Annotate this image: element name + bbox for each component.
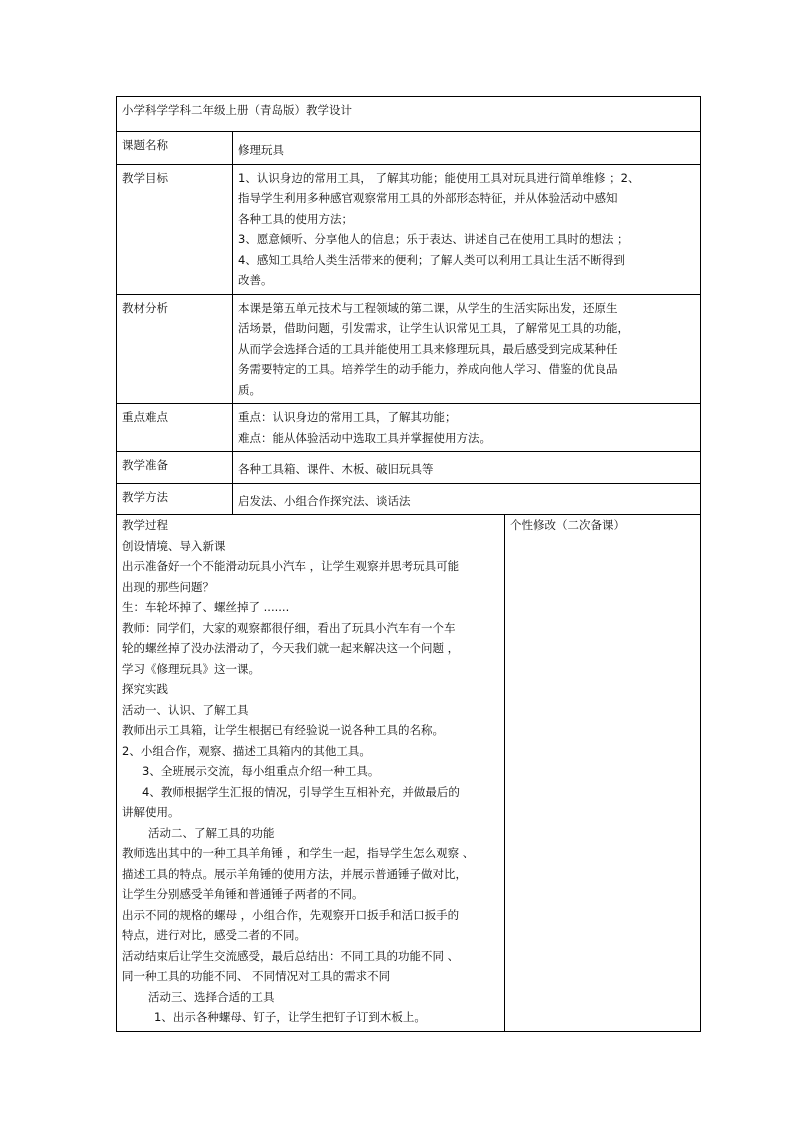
goals-line: 1、认识身边的常用工具， 了解其功能；能使用工具对玩具进行简单维修 ；2、 (238, 170, 640, 185)
process-line: 让学生分别感受羊角锤和普通锤子两者的不同。 (122, 887, 364, 901)
title-row (117, 97, 701, 132)
process-line: 讲解使用。 (122, 805, 180, 819)
method-value: 启发法、小组合作探究法、谈话法 (233, 483, 701, 515)
process-line: 出示不同的规格的螺母 ，小组合作，先观察开口扳手和活口扳手的 (122, 907, 460, 922)
preparation-row (117, 452, 701, 484)
analysis-line: 质。 (238, 382, 261, 397)
topic-label: 课题名称 (117, 132, 233, 165)
process-line: 探究实践 (122, 682, 168, 696)
analysis-content (233, 294, 701, 404)
process-line: 学习《修理玩具》这一课。 (122, 661, 260, 676)
lesson-plan-table (116, 96, 701, 1032)
process-content (117, 515, 505, 1032)
process-line: 教师选出其中的一种工具羊角锤 ，和学生一起，指导学生怎么观察 、 (122, 846, 475, 860)
revision-header: 个性修改（二次备课） (510, 518, 625, 532)
analysis-line: 从而学会选择合适的工具并能使用工具来修理玩具，最后感受到完成某种任 (238, 341, 618, 356)
process-line: 活动一、认识、了解工具 (122, 702, 249, 717)
process-line: 4、教师根据学生汇报的情况，引导学生互相补充，并做最后的 (142, 784, 460, 799)
key-points-row (117, 404, 701, 452)
topic-row (117, 132, 701, 165)
topic-value: 修理玩具 (233, 132, 701, 165)
process-line: 生：车轮坏掉了、螺丝掉了 ....... (122, 600, 290, 614)
difficulty-line: 难点：能从体验活动中选取工具并掌握使用方法。 (238, 430, 491, 445)
method-label: 教学方法 (117, 483, 233, 515)
goals-line: 指导学生利用多种感官观察常用工具的外部形态特征，并从体验活动中感知 (238, 191, 618, 205)
process-line: 1、出示各种螺母、钉子，让学生把钉子订到木板上。 (154, 1010, 426, 1024)
goals-line: 3、愿意倾听、分享他人的信息；乐于表达、讲述自己在使用工具时的想法 ； (238, 232, 629, 246)
analysis-line: 本课是第五单元技术与工程领域的第二课，从学生的生活实际出发，还原生 (238, 300, 618, 315)
goals-line: 改善。 (238, 273, 273, 287)
goals-content (233, 164, 701, 294)
process-line: 教学过程 (122, 518, 168, 532)
process-line: 活动结束后让学生交流感受，最后总结出：不同工具的功能不同 、 (122, 948, 460, 963)
process-line: 创设情境、导入新课 (122, 538, 226, 553)
goals-line: 各种工具的使用方法； (238, 211, 353, 226)
analysis-line: 务需要特定的工具。培养学生的动手能力，养成向他人学习、借鉴的优良品 (238, 362, 618, 376)
process-line: 3、全班展示交流，每小组重点介绍一种工具。 (142, 764, 380, 778)
key-points-content (233, 404, 701, 452)
preparation-value: 各种工具箱、课件、木板、破旧玩具等 (233, 452, 701, 484)
process-line: 教师：同学们，大家的观察都很仔细，看出了玩具小汽车有一个车 (122, 620, 456, 635)
goals-line: 4、感知工具给人类生活带来的便利；了解人类可以利用工具让生活不断得到 (238, 252, 625, 267)
preparation-label: 教学准备 (117, 452, 233, 484)
goals-row (117, 164, 701, 294)
process-line: 出现的那些问题？ (122, 579, 214, 594)
process-line: 轮的螺丝掉了没办法滑动了，今天我们就一起来解决这一个问题 ， (122, 641, 460, 655)
process-row (117, 515, 701, 1032)
key-points-label: 重点难点 (117, 404, 233, 452)
process-line: 活动三、选择合适的工具 (148, 989, 275, 1004)
analysis-label: 教材分析 (117, 294, 233, 404)
doc-title: 小学科学学科二年级上册（青岛版）教学设计 (117, 97, 701, 132)
method-row (117, 483, 701, 515)
process-line: 特点，进行对比，感受二者的不同。 (122, 928, 306, 942)
key-point-line: 重点：认识身边的常用工具，了解其功能； (238, 410, 457, 424)
analysis-row (117, 294, 701, 404)
process-line: 出示准备好一个不能滑动玩具小汽车 ，让学生观察并思考玩具可能 (122, 559, 460, 573)
process-line: 教师出示工具箱，让学生根据已有经验说一说各种工具的名称。 (122, 723, 444, 737)
analysis-line: 活场景，借助问题，引发需求，让学生认识常见工具，了解常见工具的功能， (238, 321, 629, 335)
revision-column (505, 515, 701, 1032)
process-line: 描述工具的特点。展示羊角锤的使用方法，并展示普通锤子做对比， (122, 866, 467, 881)
process-line: 活动二、了解工具的功能 (148, 825, 275, 840)
process-line: 同一种工具的功能不同、 不同情况对工具的需求不同 (122, 969, 391, 983)
process-line: 2、小组合作，观察、描述工具箱内的其他工具。 (122, 743, 371, 758)
goals-label: 教学目标 (117, 164, 233, 294)
